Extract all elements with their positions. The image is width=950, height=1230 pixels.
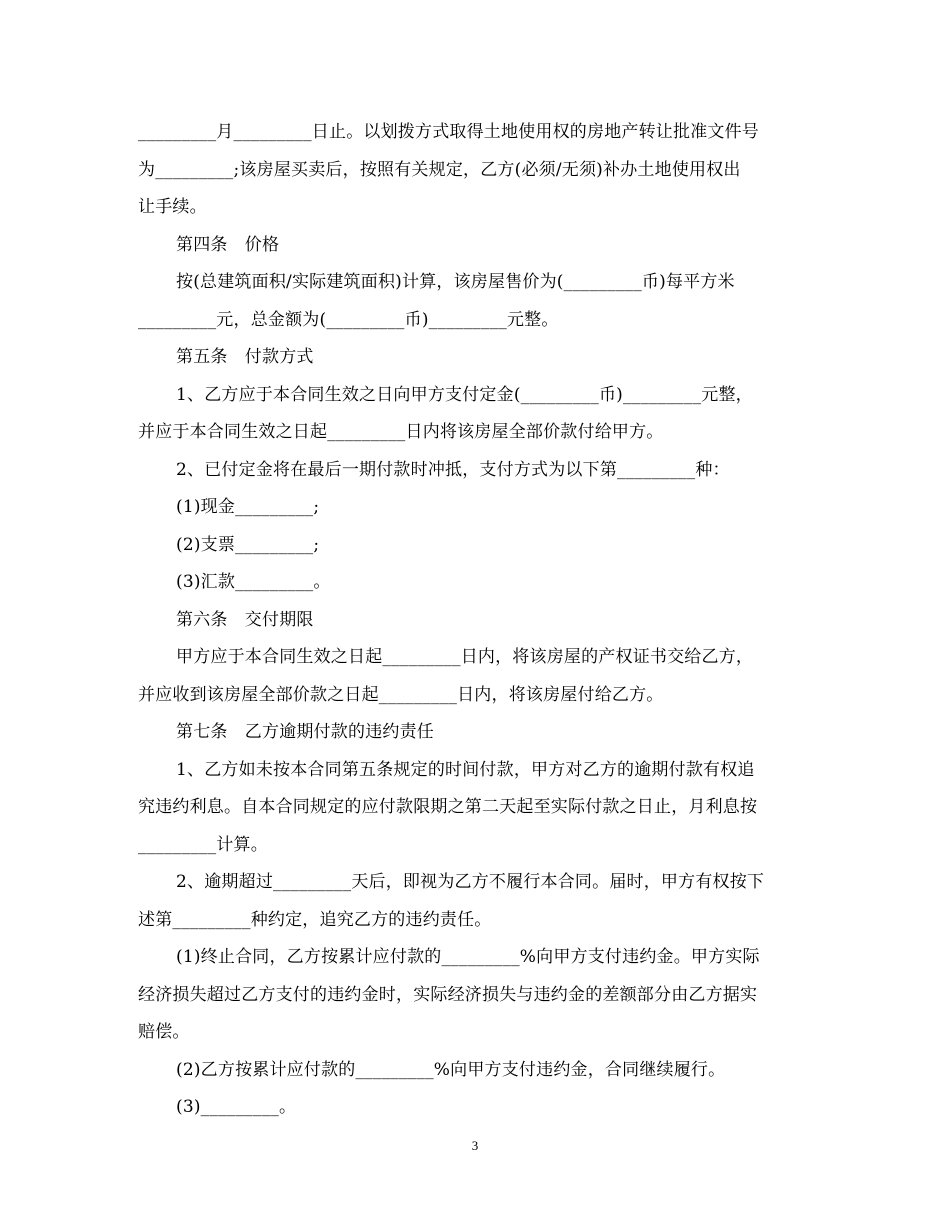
text-line: (1)终止合同，乙方按累计应付款的_________%向甲方支付违约金。甲方实际 xyxy=(176,947,760,967)
text-line: _________计算。 xyxy=(138,834,268,855)
text-line: 1、乙方应于本合同生效之日向甲方支付定金(_________币)_________元整， xyxy=(176,384,753,405)
text-line: 第六条 交付期限 xyxy=(176,609,314,630)
text-line: (2)乙方按累计应付款的_________%向甲方支付违约金，合同继续履行。 xyxy=(176,1059,726,1080)
text-line: 按(总建筑面积/实际建筑面积)计算，该房屋售价为(_________币)每平方米 xyxy=(176,272,735,292)
text-line: 第四条 价格 xyxy=(176,234,280,255)
text-line: 甲方应于本合同生效之日起_________日内，将该房屋的产权证书交给乙方， xyxy=(176,647,754,667)
text-line: _________元，总金额为(_________币)_________元整。 xyxy=(138,309,559,330)
text-line: 并应收到该房屋全部价款之日起_________日内，将该房屋付给乙方。 xyxy=(138,684,664,705)
text-line: _________月_________日止。以划拨方式取得土地使用权的房地产转让批准文件号 xyxy=(138,122,759,142)
text-line: 2、已付定金将在最后一期付款时冲抵，支付方式为以下第_________种： xyxy=(176,459,730,480)
text-line: 2、逾期超过_________天后，即视为乙方不履行本合同。届时，甲方有权按下 xyxy=(176,872,765,892)
text-line: 让手续。 xyxy=(138,197,207,217)
text-line: 述第_________种约定，追究乙方的违约责任。 xyxy=(138,909,492,930)
text-line: 第七条 乙方逾期付款的违约责任 xyxy=(176,722,434,742)
text-line: 经济损失超过乙方支付的违约金时，实际经济损失与违约金的差额部分由乙方据实 xyxy=(138,984,758,1005)
text-line: (1)现金_________; xyxy=(176,497,320,517)
text-line: 究违约利息。自本合同规定的应付款限期之第二天起至实际付款之日止，月利息按 xyxy=(138,797,758,817)
document-body xyxy=(138,114,818,1127)
text-line: (2)支票_________; xyxy=(176,534,320,555)
text-line: 并应于本合同生效之日起_________日内将该房屋全部价款付给甲方。 xyxy=(138,422,664,442)
text-line: (3)_________。 xyxy=(176,1097,297,1117)
text-line: 赔偿。 xyxy=(138,1022,190,1042)
text-line: 为_________;该房屋买卖后，按照有关规定，乙方(必须/无须)补办土地使用权出 xyxy=(138,159,741,180)
text-line: 1、乙方如未按本合同第五条规定的时间付款，甲方对乙方的逾期付款有权追 xyxy=(176,759,755,780)
text-line: (3)汇款_________。 xyxy=(176,572,331,592)
text-line: 第五条 付款方式 xyxy=(176,347,314,367)
page-number: 3 xyxy=(471,1138,479,1153)
